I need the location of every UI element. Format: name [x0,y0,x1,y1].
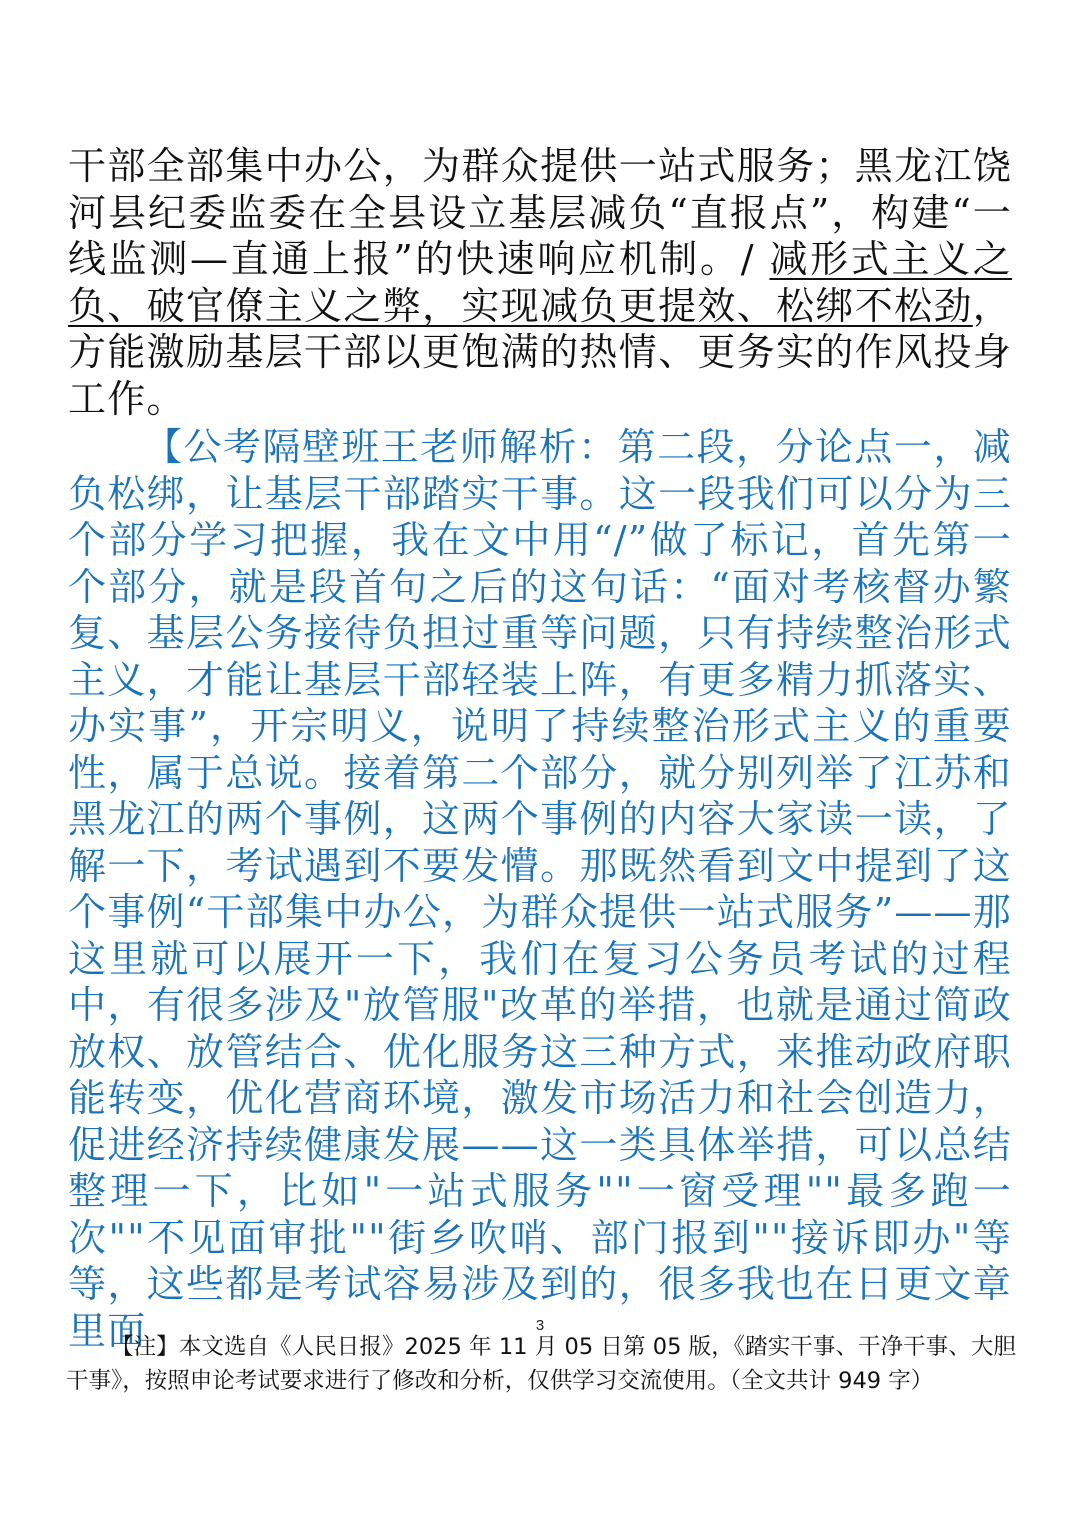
paragraph-text: 干部全部集中办公，为群众提供一站式服务；黑龙江饶河县纪委监委在全县设立基层减负“直报点”，构建“一线监测—直通上报”的快速响应机制。/ [68,144,1012,281]
underlined-key-sentence: 减形式主义之负、破官僚主义之弊，实现减负更提效、松绑不松劲 [68,237,1012,328]
page-number: 3 [535,1317,545,1334]
article-paragraph [68,143,1012,422]
paragraph-text-end: ，方能激励基层干部以更饱满的热情、更务实的作风投身工作。 [68,283,1012,421]
article-body [68,143,1012,1354]
source-footnote: 【注】本文选自《人民日报》2025 年 11 月 05 日第 05 版，《踏实干事、干净干事、大胆干事》，按照申论考试要求进行了修改和分析，仅供学习交流使用。（全文共计 949 字） [66,1334,1016,1394]
teacher-analysis: 【公考隔壁班王老师解析：第二段，分论点一，减负松绑，让基层干部踏实干事。这一段我们可以分为三个部分学习把握，我在文中用“/”做了标记，首先第一个部分，就是段首句之后的这句话：“面对考核督办繁复、基层公务接待负担过重等问题，只有持续整治形式主义，才能让基层干部轻装上阵，有更多精力抓落实、办实事”，开宗明义，说明了持续整治形式主义的重要性，属于总说。接着第二个部分，就分别列举了江苏和黑龙江的两个事例，这两个事例的内容大家读一读，了解一下，考试遇到不要发懵。那既然看到文中提到了这个事例“干部集中办公，为群众提供一站式服务”——那这里就可以展开一下，我们在复习公务员考试的过程中，有很多涉及"放管服"改革的举措，也就是通过简政放权、放管结合、优化服务这三种方式，来推动政府职能转变，优化营商环境，激发市场活力和社会创造力，促进经济持续健康发展——这一类具体举措，可以总结整理一下，比如"一站式服务""一窗受理""最多跑一次""不见面审批""街乡吹哨、部门报到""接诉即办"等等，这些都是考试容易涉及到的，很多我也在日更文章里面 [68,425,1012,1353]
